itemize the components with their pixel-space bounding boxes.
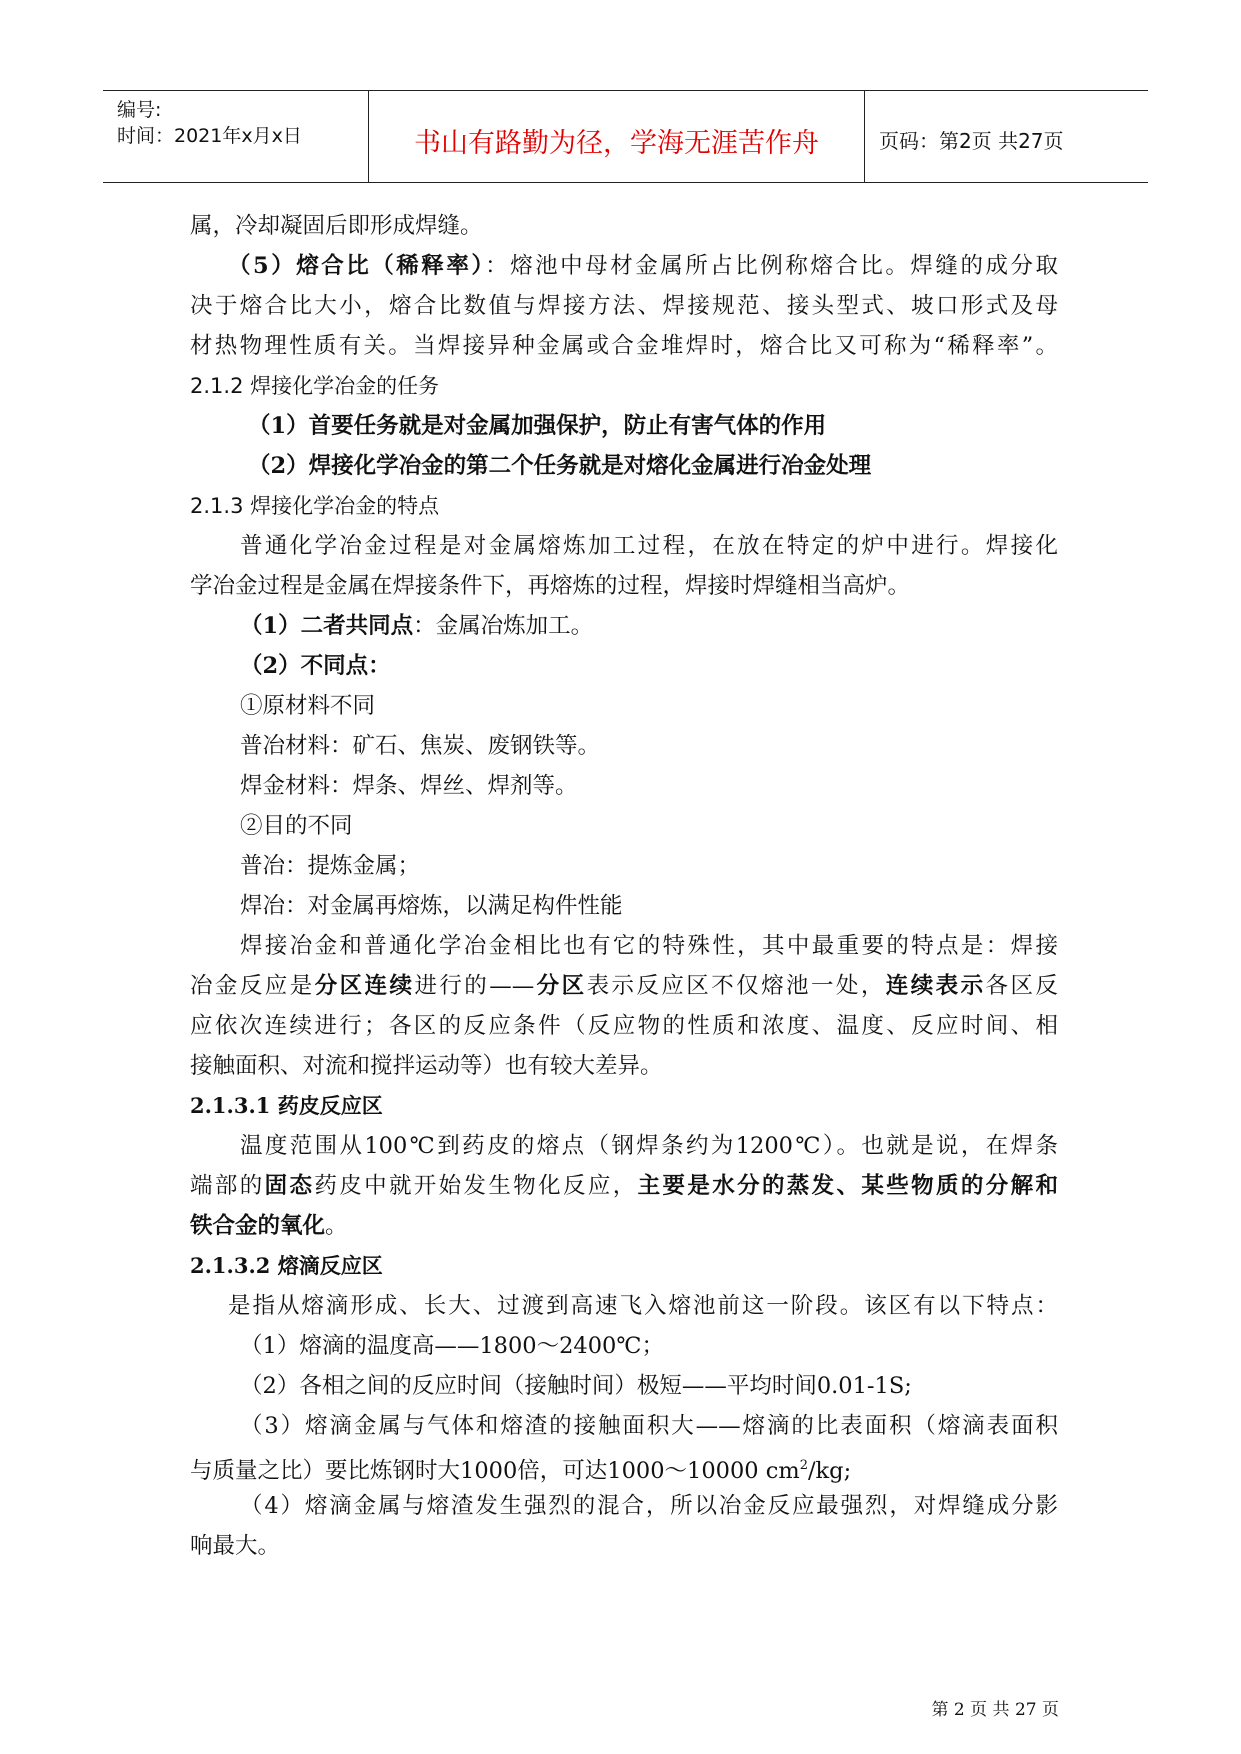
term-zoned-continuous: 分区连续 bbox=[314, 973, 415, 999]
body-text: 表示反应区不仅熔池一处， bbox=[586, 973, 886, 999]
body-line bbox=[240, 611, 1108, 641]
body-line: ②目的不同 bbox=[240, 813, 353, 839]
body-text: 端部的 bbox=[190, 1173, 265, 1199]
body-line bbox=[190, 1451, 1058, 1486]
body-line bbox=[228, 251, 1058, 281]
body-line: （2）各相之间的反应时间（接触时间）极短——平均时间0.01-1S; bbox=[240, 1373, 912, 1399]
term-ferroalloy-oxidation: 铁合金的氧化 bbox=[190, 1213, 326, 1239]
body-line: 焊冶：对金属再熔炼，以满足构件性能 bbox=[240, 893, 623, 919]
body-text: 。 bbox=[325, 1213, 348, 1239]
body-line: 材热物理性质有关。当焊接异种金属或合金堆焊时，熔合比又可称为“稀释率”。 bbox=[190, 333, 1058, 359]
body-line: 普通化学冶金过程是对金属熔炼加工过程，在放在特定的炉中进行。焊接化 bbox=[240, 533, 1058, 559]
serial-label: 编号: bbox=[117, 99, 162, 121]
term-zoned: 分区 bbox=[534, 973, 587, 999]
term-common-point: （1）二者共同点 bbox=[240, 613, 414, 639]
body-text: ：熔池中母材金属所占比例称熔合比。焊缝的成分取 bbox=[485, 253, 1058, 279]
body-line-bold: （2）不同点： bbox=[240, 653, 391, 679]
body-text: /kg; bbox=[807, 1458, 852, 1484]
body-line: 是指从熔滴形成、长大、过渡到高速飞入熔池前这一阶段。该区有以下特点： bbox=[228, 1293, 1058, 1319]
body-line: 普冶材料：矿石、焦炭、废钢铁等。 bbox=[240, 733, 601, 759]
section-heading-2-1-2: 2.1.2 焊接化学冶金的任务 bbox=[190, 374, 440, 398]
term-fusion-ratio: （5）熔合比（稀释率） bbox=[228, 253, 486, 279]
section-heading-2-1-3-2: 2.1.3.2 熔滴反应区 bbox=[190, 1253, 383, 1278]
body-line: 接触面积、对流和搅拌运动等）也有较大差异。 bbox=[190, 1053, 663, 1079]
body-line: 温度范围从100℃到药皮的熔点（钢焊条约为1200℃）。也就是说，在焊条 bbox=[240, 1133, 1058, 1159]
body-line: （1）熔滴的温度高——1800～2400℃； bbox=[240, 1333, 665, 1359]
body-line: 学冶金过程是金属在焊接条件下，再熔炼的过程，焊接时焊缝相当高炉。 bbox=[190, 573, 911, 599]
body-line: （3）熔滴金属与气体和熔渣的接触面积大——熔滴的比表面积（熔滴表面积 bbox=[240, 1413, 1058, 1439]
term-continuous: 连续表示 bbox=[885, 973, 986, 999]
body-text: 与质量之比）要比炼钢时大1000倍，可达1000～10000 cm bbox=[190, 1458, 800, 1484]
body-line bbox=[190, 1171, 1058, 1201]
page-footer: 第 2 页 共 27 页 bbox=[931, 1700, 1059, 1720]
header-meta bbox=[103, 91, 369, 182]
time-label: 时间：2021年x月x日 bbox=[117, 125, 302, 147]
body-line: 焊金材料：焊条、焊丝、焊剂等。 bbox=[240, 773, 578, 799]
body-text: 冶金反应是 bbox=[190, 973, 315, 999]
section-heading-2-1-3: 2.1.3 焊接化学冶金的特点 bbox=[190, 494, 440, 518]
body-line-bold: （1）首要任务就是对金属加强保护，防止有害气体的作用 bbox=[248, 413, 827, 439]
body-text: ：金属冶炼加工。 bbox=[413, 613, 594, 639]
header-page-cell bbox=[865, 91, 1148, 182]
body-line bbox=[190, 971, 1058, 1001]
term-solid: 固态 bbox=[264, 1173, 315, 1199]
motto: 书山有路勤为径，学海无涯苦作舟 bbox=[414, 128, 819, 159]
body-text: 药皮中就开始发生物化反应， bbox=[314, 1173, 638, 1199]
body-line-bold: （2）焊接化学冶金的第二个任务就是对熔化金属进行冶金处理 bbox=[248, 453, 872, 479]
body-line: 属，冷却凝固后即形成焊缝。 bbox=[190, 213, 483, 239]
body-text: 进行的—— bbox=[414, 973, 535, 999]
body-line: ①原材料不同 bbox=[240, 693, 376, 719]
body-line: （4）熔滴金属与熔渣发生强烈的混合，所以冶金反应最强烈，对焊缝成分影 bbox=[240, 1493, 1058, 1519]
body-line: 决于熔合比大小，熔合比数值与焊接方法、焊接规范、接头型式、坡口形式及母 bbox=[190, 293, 1058, 319]
page-number-label: 页码：第2页 共27页 bbox=[879, 129, 1064, 153]
body-line: 焊接冶金和普通化学冶金相比也有它的特殊性，其中最重要的特点是：焊接 bbox=[240, 933, 1058, 959]
superscript: 2 bbox=[799, 1458, 808, 1473]
body-line: 响最大。 bbox=[190, 1533, 281, 1559]
term-main-reactions: 主要是水分的蒸发、某些物质的分解和 bbox=[637, 1173, 1058, 1199]
section-heading-2-1-3-1: 2.1.3.1 药皮反应区 bbox=[190, 1093, 383, 1118]
body-text: 各区反 bbox=[985, 973, 1058, 999]
body-line: 应依次连续进行；各区的反应条件（反应物的性质和浓度、温度、反应时间、相 bbox=[190, 1013, 1058, 1039]
body-line bbox=[190, 1211, 1058, 1241]
page-header bbox=[103, 90, 1148, 183]
header-motto-cell bbox=[369, 91, 865, 182]
body-line: 普冶：提炼金属； bbox=[240, 853, 421, 879]
